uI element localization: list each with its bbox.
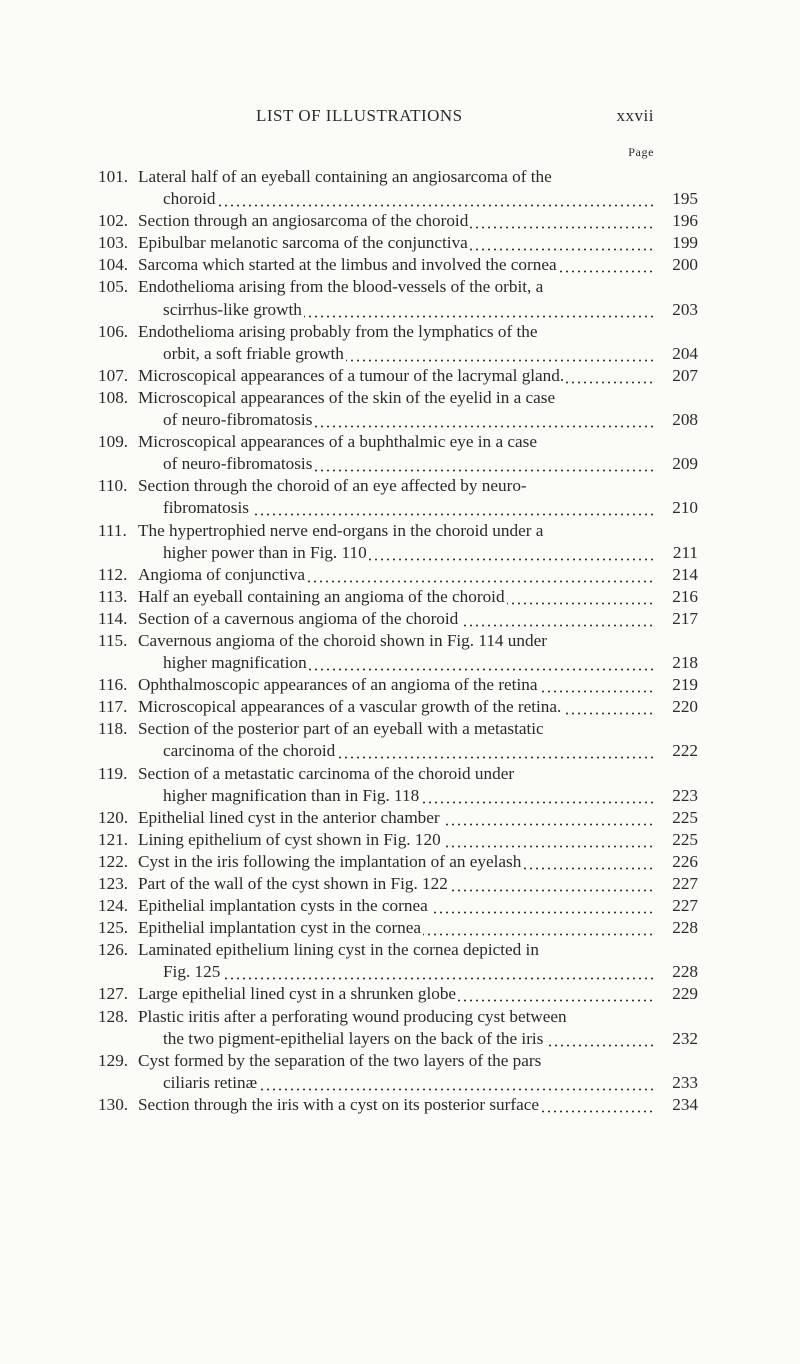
caption-line bbox=[138, 321, 654, 343]
page-reference: 228 bbox=[672, 962, 698, 982]
list-entry bbox=[0, 608, 800, 630]
entry-line bbox=[0, 276, 800, 298]
page-reference: 196 bbox=[672, 211, 698, 231]
figure-caption: Lining epithelium of cyst shown in Fig. 120 bbox=[138, 829, 441, 849]
caption-with-leader-dots bbox=[163, 299, 654, 321]
page-reference: 226 bbox=[672, 851, 698, 871]
figure-caption: Microscopical appearances of a tumour of the lacrymal gland. bbox=[138, 365, 565, 385]
page-reference: 217 bbox=[672, 608, 698, 628]
page-reference: 210 bbox=[672, 498, 698, 518]
figure-number: 126. bbox=[98, 940, 129, 960]
entry-line bbox=[0, 520, 800, 542]
entry-line bbox=[0, 188, 800, 210]
caption-with-leader-dots bbox=[138, 210, 654, 232]
entry-line bbox=[0, 564, 800, 586]
figure-number: 102. bbox=[98, 211, 129, 231]
figure-caption: Section through an angiosarcoma of the choroid bbox=[138, 211, 469, 231]
entry-line bbox=[0, 409, 800, 431]
illustrations-list bbox=[0, 166, 800, 1116]
caption-with-leader-dots bbox=[138, 365, 654, 387]
figure-number: 122. bbox=[98, 851, 129, 871]
figure-caption: choroid bbox=[163, 189, 216, 209]
figure-number: 112. bbox=[98, 564, 128, 584]
caption-with-leader-dots bbox=[138, 895, 654, 917]
figure-number: 119. bbox=[98, 763, 128, 783]
figure-number: 129. bbox=[98, 1050, 129, 1070]
figure-number: 109. bbox=[98, 432, 129, 452]
entry-line bbox=[0, 232, 800, 254]
list-entry bbox=[0, 1006, 800, 1050]
page-reference: 208 bbox=[672, 410, 698, 430]
page-reference: 218 bbox=[672, 653, 698, 673]
page-reference: 227 bbox=[672, 896, 698, 916]
caption-with-leader-dots bbox=[138, 983, 654, 1005]
list-entry bbox=[0, 276, 800, 320]
figure-number: 103. bbox=[98, 233, 129, 253]
caption-with-leader-dots bbox=[138, 873, 654, 895]
figure-caption: The hypertrophied nerve end-organs in the choroid under a bbox=[138, 520, 544, 540]
list-entry bbox=[0, 807, 800, 829]
list-entry bbox=[0, 321, 800, 365]
figure-number: 110. bbox=[98, 476, 128, 496]
caption-line bbox=[138, 763, 654, 785]
figure-caption: higher power than in Fig. 110 bbox=[163, 542, 367, 562]
figure-caption: Angioma of conjunctiva bbox=[138, 564, 306, 584]
entry-line bbox=[0, 961, 800, 983]
caption-with-leader-dots bbox=[138, 696, 654, 718]
caption-with-leader-dots bbox=[138, 586, 654, 608]
page-reference: 229 bbox=[672, 984, 698, 1004]
list-entry bbox=[0, 829, 800, 851]
entry-line bbox=[0, 1094, 800, 1116]
figure-caption: ciliaris retinæ bbox=[163, 1072, 258, 1092]
figure-caption: Section of a cavernous angioma of the choroid bbox=[138, 608, 459, 628]
list-entry bbox=[0, 763, 800, 807]
entry-line bbox=[0, 983, 800, 1005]
entry-line bbox=[0, 542, 800, 564]
entry-line bbox=[0, 210, 800, 232]
entry-line bbox=[0, 1072, 800, 1094]
figure-caption: Half an eyeball containing an angioma of the choroid bbox=[138, 586, 505, 606]
figure-caption: Section through the choroid of an eye affected by neuro- bbox=[138, 476, 527, 496]
caption-line bbox=[138, 1006, 654, 1028]
page-reference: 214 bbox=[672, 564, 698, 584]
figure-caption: Microscopical appearances of a vascular growth of the retina. bbox=[138, 697, 562, 717]
page-number: xxvii bbox=[616, 106, 654, 125]
caption-line bbox=[138, 1050, 654, 1072]
list-entry bbox=[0, 1050, 800, 1094]
entry-line bbox=[0, 365, 800, 387]
caption-line bbox=[138, 520, 654, 542]
caption-with-leader-dots bbox=[163, 961, 654, 983]
figure-caption: Lateral half of an eyeball containing an angiosarcoma of the bbox=[138, 167, 552, 186]
page-reference: 232 bbox=[672, 1028, 698, 1048]
figure-caption: orbit, a soft friable growth bbox=[163, 343, 344, 363]
list-entry bbox=[0, 232, 800, 254]
entry-line bbox=[0, 652, 800, 674]
figure-caption: of neuro-fibromatosis bbox=[163, 454, 313, 474]
caption-with-leader-dots bbox=[138, 917, 654, 939]
entry-line bbox=[0, 431, 800, 453]
entry-line bbox=[0, 829, 800, 851]
caption-with-leader-dots bbox=[138, 674, 654, 696]
page-reference: 200 bbox=[672, 255, 698, 275]
entry-line bbox=[0, 763, 800, 785]
list-entry bbox=[0, 365, 800, 387]
caption-with-leader-dots bbox=[138, 851, 654, 873]
figure-caption: Epibulbar melanotic sarcoma of the conjunctiva bbox=[138, 233, 468, 253]
figure-number: 113. bbox=[98, 586, 128, 606]
figure-number: 117. bbox=[98, 697, 128, 717]
list-entry bbox=[0, 166, 800, 210]
entry-line bbox=[0, 254, 800, 276]
list-entry bbox=[0, 1094, 800, 1116]
figure-caption: carcinoma of the choroid bbox=[163, 741, 336, 761]
list-entry bbox=[0, 586, 800, 608]
caption-with-leader-dots bbox=[163, 497, 654, 519]
caption-line bbox=[138, 431, 654, 453]
caption-with-leader-dots bbox=[163, 453, 654, 475]
caption-with-leader-dots bbox=[138, 232, 654, 254]
figure-number: 107. bbox=[98, 365, 129, 385]
list-entry bbox=[0, 564, 800, 586]
entry-line bbox=[0, 608, 800, 630]
figure-number: 108. bbox=[98, 387, 129, 407]
list-entry bbox=[0, 387, 800, 431]
page-reference: 225 bbox=[672, 807, 698, 827]
figure-number: 106. bbox=[98, 321, 129, 341]
caption-with-leader-dots bbox=[138, 1094, 654, 1116]
page-reference: 203 bbox=[672, 299, 698, 319]
list-entry bbox=[0, 210, 800, 232]
caption-with-leader-dots bbox=[138, 608, 654, 630]
figure-caption: Epithelial implantation cyst in the cornea bbox=[138, 918, 422, 938]
entry-line bbox=[0, 497, 800, 519]
page-reference: 234 bbox=[672, 1094, 698, 1114]
list-entry bbox=[0, 431, 800, 475]
figure-number: 105. bbox=[98, 277, 129, 297]
entry-line bbox=[0, 586, 800, 608]
figure-number: 104. bbox=[98, 255, 129, 275]
figure-number: 115. bbox=[98, 630, 128, 650]
caption-with-leader-dots bbox=[163, 1072, 654, 1094]
page-reference: 225 bbox=[672, 829, 698, 849]
caption-line bbox=[138, 718, 654, 740]
figure-caption: fibromatosis bbox=[163, 498, 249, 518]
figure-caption: Epithelial lined cyst in the anterior chamber bbox=[138, 807, 440, 827]
figure-number: 111. bbox=[98, 520, 127, 540]
caption-with-leader-dots bbox=[163, 1028, 654, 1050]
page-reference: 228 bbox=[672, 918, 698, 938]
caption-with-leader-dots bbox=[163, 785, 654, 807]
entry-line bbox=[0, 740, 800, 762]
entry-line bbox=[0, 630, 800, 652]
figure-caption: Microscopical appearances of the skin of the eyelid in a case bbox=[138, 387, 556, 407]
entry-line bbox=[0, 1028, 800, 1050]
figure-caption: Large epithelial lined cyst in a shrunken globe bbox=[138, 984, 457, 1004]
caption-with-leader-dots bbox=[163, 188, 654, 210]
page-reference: 216 bbox=[672, 586, 698, 606]
page-reference: 220 bbox=[672, 697, 698, 717]
caption-line bbox=[138, 939, 654, 961]
caption-with-leader-dots bbox=[138, 564, 654, 586]
list-entry bbox=[0, 939, 800, 983]
figure-caption: Laminated epithelium lining cyst in the cornea depicted in bbox=[138, 940, 539, 960]
entry-line bbox=[0, 718, 800, 740]
entry-line bbox=[0, 453, 800, 475]
entry-line bbox=[0, 851, 800, 873]
caption-line bbox=[138, 475, 654, 497]
list-entry bbox=[0, 475, 800, 519]
caption-with-leader-dots bbox=[138, 807, 654, 829]
figure-number: 101. bbox=[98, 167, 129, 186]
figure-caption: Microscopical appearances of a buphthalmic eye in a case bbox=[138, 432, 537, 452]
figure-number: 114. bbox=[98, 608, 128, 628]
figure-caption: Sarcoma which started at the limbus and involved the cornea bbox=[138, 255, 557, 275]
page-reference: 222 bbox=[672, 741, 698, 761]
list-entry bbox=[0, 520, 800, 564]
caption-line bbox=[138, 630, 654, 652]
list-entry bbox=[0, 630, 800, 674]
figure-caption: Part of the wall of the cyst shown in Fig. 122 bbox=[138, 874, 448, 893]
figure-number: 121. bbox=[98, 829, 129, 849]
page-reference: 219 bbox=[672, 675, 698, 695]
list-entry bbox=[0, 254, 800, 276]
entry-line bbox=[0, 1006, 800, 1028]
entry-line bbox=[0, 166, 800, 188]
entry-line bbox=[0, 475, 800, 497]
figure-caption: of neuro-fibromatosis bbox=[163, 410, 313, 430]
figure-number: 130. bbox=[98, 1094, 129, 1114]
list-entry bbox=[0, 873, 800, 895]
figure-caption: Section of the posterior part of an eyeball with a metastatic bbox=[138, 719, 544, 739]
figure-caption: Section through the iris with a cyst on its posterior surface bbox=[138, 1094, 539, 1114]
figure-caption: Section of a metastatic carcinoma of the choroid under bbox=[138, 763, 515, 783]
page-reference: 207 bbox=[672, 365, 698, 385]
list-entry bbox=[0, 696, 800, 718]
figure-caption: Cyst formed by the separation of the two layers of the pars bbox=[138, 1050, 542, 1070]
caption-with-leader-dots bbox=[163, 343, 654, 365]
page-reference: 195 bbox=[672, 189, 698, 209]
figure-number: 120. bbox=[98, 807, 129, 827]
page-reference: 199 bbox=[672, 233, 698, 253]
entry-line bbox=[0, 674, 800, 696]
page-reference: 227 bbox=[672, 874, 698, 893]
entry-line bbox=[0, 917, 800, 939]
figure-caption: the two pigment-epithelial layers on the back of the iris bbox=[163, 1028, 544, 1048]
figure-number: 127. bbox=[98, 984, 129, 1004]
page-column-label: Page bbox=[628, 145, 654, 159]
entry-line bbox=[0, 873, 800, 895]
list-entry bbox=[0, 917, 800, 939]
figure-caption: Cyst in the iris following the implantation of an eyelash bbox=[138, 851, 522, 871]
caption-with-leader-dots bbox=[163, 409, 654, 431]
figure-number: 123. bbox=[98, 874, 129, 893]
page-reference: 211 bbox=[672, 542, 698, 562]
figure-number: 116. bbox=[98, 675, 128, 695]
caption-line bbox=[138, 166, 654, 188]
figure-caption: higher magnification bbox=[163, 653, 307, 673]
figure-caption: higher magnification than in Fig. 118 bbox=[163, 785, 420, 805]
list-entry bbox=[0, 983, 800, 1005]
entry-line bbox=[0, 299, 800, 321]
figure-caption: Cavernous angioma of the choroid shown in Fig. 114 under bbox=[138, 630, 547, 650]
running-title: LIST OF ILLUSTRATIONS bbox=[256, 106, 463, 125]
list-entry bbox=[0, 718, 800, 762]
figure-caption: Plastic iritis after a perforating wound producing cyst between bbox=[138, 1006, 567, 1026]
caption-with-leader-dots bbox=[163, 542, 654, 564]
entry-line bbox=[0, 321, 800, 343]
entry-line bbox=[0, 387, 800, 409]
figure-number: 128. bbox=[98, 1006, 129, 1026]
entry-line bbox=[0, 895, 800, 917]
figure-number: 118. bbox=[98, 719, 128, 739]
page-reference: 223 bbox=[672, 785, 698, 805]
caption-with-leader-dots bbox=[138, 254, 654, 276]
figure-caption: Epithelial implantation cysts in the cornea bbox=[138, 896, 428, 916]
entry-line bbox=[0, 1050, 800, 1072]
caption-with-leader-dots bbox=[163, 652, 654, 674]
entry-line bbox=[0, 807, 800, 829]
figure-number: 125. bbox=[98, 918, 129, 938]
page-reference: 233 bbox=[672, 1072, 698, 1092]
entry-line bbox=[0, 785, 800, 807]
figure-caption: Endothelioma arising from the blood-vessels of the orbit, a bbox=[138, 277, 544, 297]
caption-with-leader-dots bbox=[163, 740, 654, 762]
list-entry bbox=[0, 895, 800, 917]
caption-line bbox=[138, 276, 654, 298]
figure-caption: Fig. 125 bbox=[163, 962, 221, 982]
figure-number: 124. bbox=[98, 896, 129, 916]
page-reference: 204 bbox=[672, 343, 698, 363]
caption-line bbox=[138, 387, 654, 409]
figure-caption: Ophthalmoscopic appearances of an angioma of the retina bbox=[138, 675, 538, 695]
caption-with-leader-dots bbox=[138, 829, 654, 851]
page-reference: 209 bbox=[672, 454, 698, 474]
figure-caption: Endothelioma arising probably from the lymphatics of the bbox=[138, 321, 538, 341]
entry-line bbox=[0, 939, 800, 961]
entry-line bbox=[0, 696, 800, 718]
entry-line bbox=[0, 343, 800, 365]
list-entry bbox=[0, 851, 800, 873]
list-entry bbox=[0, 674, 800, 696]
figure-caption: scirrhus-like growth bbox=[163, 299, 302, 319]
